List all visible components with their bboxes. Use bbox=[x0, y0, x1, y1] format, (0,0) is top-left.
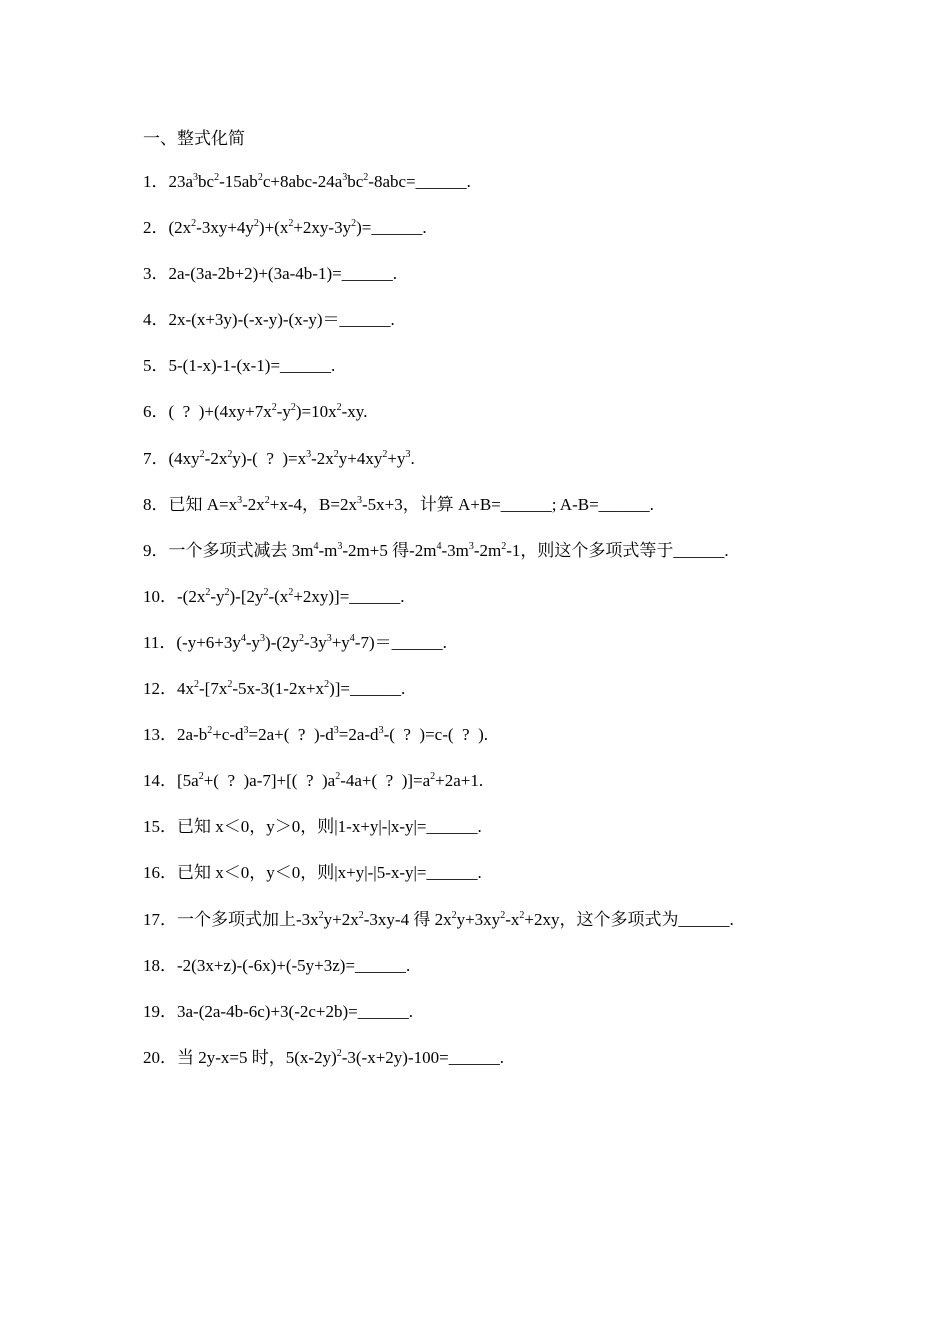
question-number: 17． bbox=[143, 909, 177, 929]
question-text: 一个多项式减去 $3m^4-m^3-2m+5$ 得$-2m^4-3m^3-2m^2-1$，则这个多项式等于______. bbox=[168, 540, 729, 560]
question-item bbox=[143, 629, 843, 675]
question-item bbox=[143, 306, 843, 352]
question-number: 1． bbox=[143, 172, 169, 191]
question-number: 3． bbox=[143, 264, 169, 284]
question-number: 19． bbox=[143, 1001, 177, 1021]
question-list bbox=[143, 168, 843, 1090]
question-item bbox=[143, 260, 843, 306]
question-number: 10． bbox=[143, 586, 177, 606]
question-item bbox=[143, 445, 843, 491]
question-item bbox=[143, 906, 843, 952]
question-item bbox=[143, 675, 843, 721]
question-text: $(4xy^2-2x^2y)-$( ? )$=x^3-2x^2y+4xy^2+y^3$. bbox=[168, 448, 415, 468]
question-text: 一个多项式加上$-3x^2y+2x^2-3xy-4$ 得 $2x^2y+3xy^2-x^2+2xy$，这个多项式为______. bbox=[177, 909, 734, 929]
question-number: 11． bbox=[143, 632, 177, 652]
question-text: 已知 x＜0，y＞0，则|1-x+y|-|x-y|=______. bbox=[177, 817, 482, 837]
question-text: $(-y+6+3y^4-y^3)-(2y^2-3y^3+y^4-7)=\_\_\_\_\_\_$. bbox=[176, 632, 447, 652]
question-item bbox=[143, 352, 843, 398]
question-text: 5-(1-x)-1-(x-1)=______. bbox=[168, 356, 336, 376]
question-text: [$5a^2+$( ? )a-7]+[( ? )$a^2-4a+$( ? )]$=a^2+2a+1$. bbox=[177, 771, 484, 791]
question-number: 8． bbox=[143, 494, 169, 514]
question-item bbox=[143, 491, 843, 537]
question-text: 当 2y-x=5 时，$5(x-2y)^2-3(-x+2y)-100=\_\_\_\_\_\_$. bbox=[177, 1047, 504, 1067]
question-text: 3a-(2a-4b-6c)+3(-2c+2b)=______. bbox=[177, 1001, 413, 1021]
question-item bbox=[143, 1044, 843, 1090]
question-number: 20． bbox=[143, 1047, 177, 1067]
question-text: 已知 $A=x^3-2x^2+x-4$，$B=2x^3-5x+3$，计算 A+B=______; A-B=______. bbox=[168, 494, 654, 514]
question-item bbox=[143, 998, 843, 1044]
section-title: 一、整式化简 bbox=[143, 129, 245, 149]
question-number: 16． bbox=[143, 863, 177, 883]
question-item bbox=[143, 398, 843, 444]
question-item bbox=[143, 767, 843, 813]
question-text: $4x^2-[7x^2-5x-3(1-2x+x^2)]=\_\_\_\_\_\_$. bbox=[177, 679, 406, 699]
question-text: ( ? )$+(4xy+7x^2-y^2)=10x^2-xy$. bbox=[168, 402, 368, 422]
question-text: 已知 x＜0，y＜0，则|x+y|-|5-x-y|=______. bbox=[177, 863, 482, 883]
question-item bbox=[143, 168, 843, 214]
question-item bbox=[143, 859, 843, 905]
question-number: 5． bbox=[143, 356, 169, 376]
question-number: 14． bbox=[143, 771, 177, 791]
question-number: 15． bbox=[143, 817, 177, 837]
question-item bbox=[143, 813, 843, 859]
question-text: 2x-(x+3y)-(-x-y)-(x-y)＝______. bbox=[168, 310, 395, 330]
question-text: -2(3x+z)-(-6x)+(-5y+3z)=______. bbox=[177, 955, 411, 975]
question-text: $23a^3bc^2-15ab^2c+8abc-24a^3bc^2-8abc=\_\_\_\_\_\_$. bbox=[168, 172, 471, 191]
question-number: 12． bbox=[143, 679, 177, 699]
question-item bbox=[143, 537, 843, 583]
question-number: 4． bbox=[143, 310, 169, 330]
question-item bbox=[143, 952, 843, 998]
question-number: 18． bbox=[143, 955, 177, 975]
question-item bbox=[143, 214, 843, 260]
question-number: 13． bbox=[143, 725, 177, 745]
question-number: 6． bbox=[143, 402, 169, 422]
question-text: 2a-(3a-2b+2)+(3a-4b-1)=______. bbox=[168, 264, 397, 284]
question-text: $2a-b^2+c-d^3=2a+$( ? )$-d^3=2a-d^3-$( ? )=c-( ? ). bbox=[177, 725, 489, 745]
question-number: 7． bbox=[143, 448, 169, 468]
question-number: 9． bbox=[143, 540, 169, 560]
question-item bbox=[143, 583, 843, 629]
question-text: $(2x^2-3xy+4y^2)+(x^2+2xy-3y^2)=\_\_\_\_\_\_$. bbox=[168, 218, 427, 238]
question-number: 2． bbox=[143, 218, 169, 238]
question-text: $-(2x^2-y^2)-[2y^2-(x^2+2xy)]=\_\_\_\_\_\_$. bbox=[177, 586, 405, 606]
question-item bbox=[143, 721, 843, 767]
